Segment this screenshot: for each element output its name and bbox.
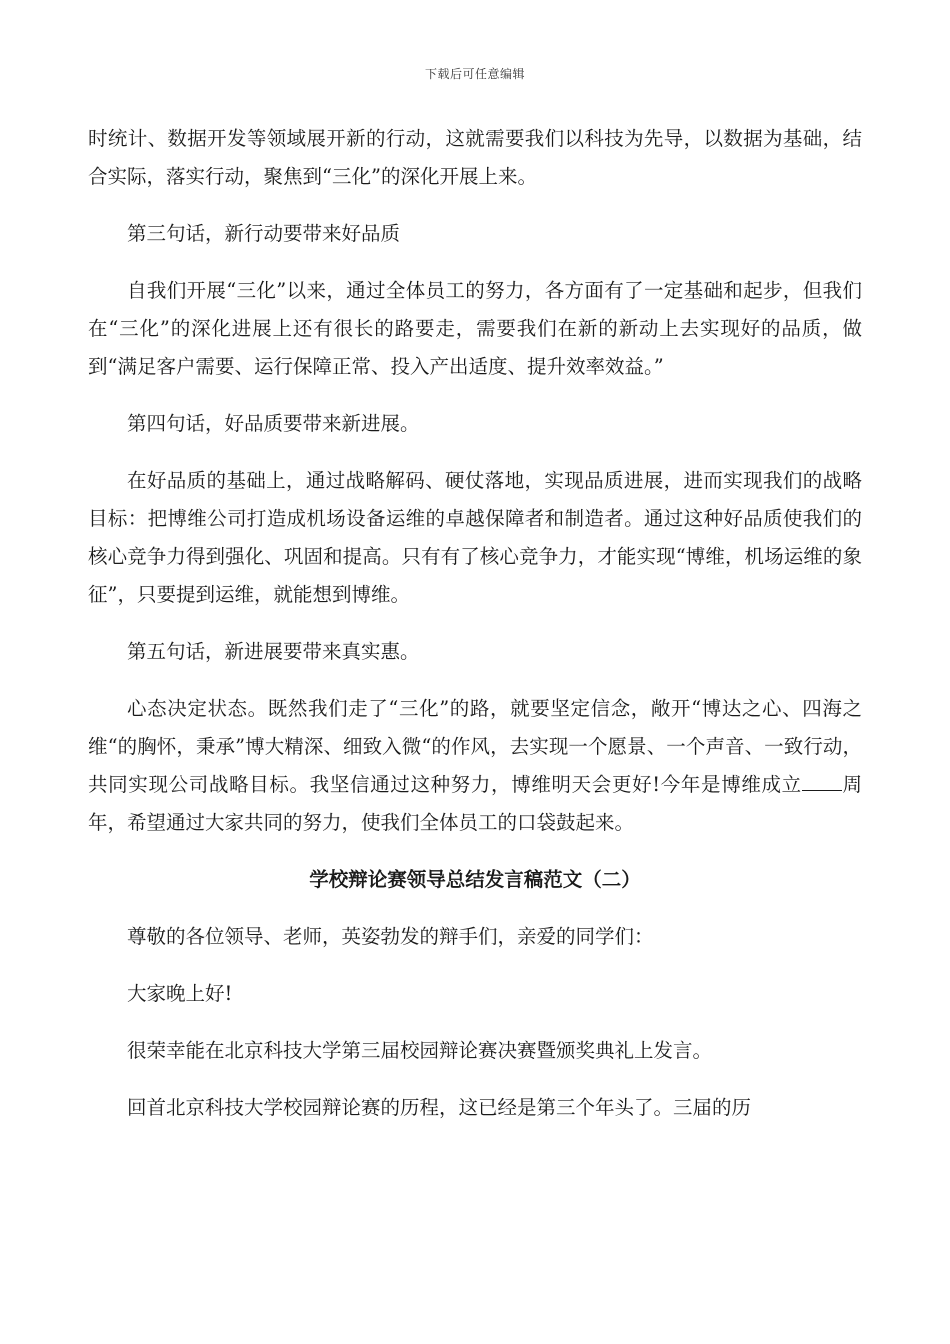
paragraph: 自我们开展“三化”以来，通过全体员工的努力，各方面有了一定基础和起步，但我们在“三化”的深化进展上还有很长的路要走，需要我们在新的新动上去实现好的品质，做到“满足客户需要、运行保障正常、投入产出适度、提升效率效益。”	[88, 279, 862, 378]
paragraph: 时统计、数据开发等领域展开新的行动，这就需要我们以科技为先导，以数据为基础，结合实际，落实行动，聚焦到“三化”的深化开展上来。	[88, 127, 862, 188]
closing-text-before-blank: 心态决定状态。既然我们走了“三化”的路，就要坚定信念，敞开“博达之心、四海之维“的胸怀，秉承”博大精深、细致入微“的作风，去实现一个愿景、一个声音、一致行动，共同实现公司战略目标。我坚信通过这种努力，博维明天会更好!今年是博维成立	[88, 697, 862, 796]
paragraph-heading: 第四句话，好品质要带来新进展。	[127, 412, 420, 435]
document-body	[88, 120, 862, 1146]
paragraph-heading: 第五句话，新进展要带来真实惠。	[127, 640, 420, 663]
paragraph-heading: 第三句话，新行动要带来好品质	[127, 222, 401, 245]
page-header: 下载后可任意编辑	[424, 67, 525, 81]
fill-in-blank	[802, 770, 842, 791]
section-title: 学校辩论赛领导总结发言稿范文（二）	[309, 868, 641, 891]
paragraph: 很荣幸能在北京科技大学第三届校园辩论赛决赛暨颁奖典礼上发言。	[127, 1039, 713, 1062]
salutation: 尊敬的各位领导、老师，英姿勃发的辩手们，亲爱的同学们：	[127, 925, 654, 948]
paragraph-closing	[88, 690, 862, 842]
paragraph: 回首北京科技大学校园辩论赛的历程，这已经是第三个年头了。三届的历	[127, 1096, 752, 1119]
paragraph: 在好品质的基础上，通过战略解码、硬仗落地，实现品质进展，进而实现我们的战略目标：把博维公司打造成机场设备运维的卓越保障者和制造者。通过这种好品质使我们的核心竞争力得到强化、巩固和提高。只有有了核心竞争力，才能实现“博维，机场运维的象征”，只要提到运维，就能想到博维。	[88, 469, 862, 606]
greeting: 大家晚上好!	[127, 982, 233, 1005]
closing-text-after-blank: 周年，希望通过大家共同的努力，使我们全体员工的口袋鼓起来。	[88, 773, 862, 834]
